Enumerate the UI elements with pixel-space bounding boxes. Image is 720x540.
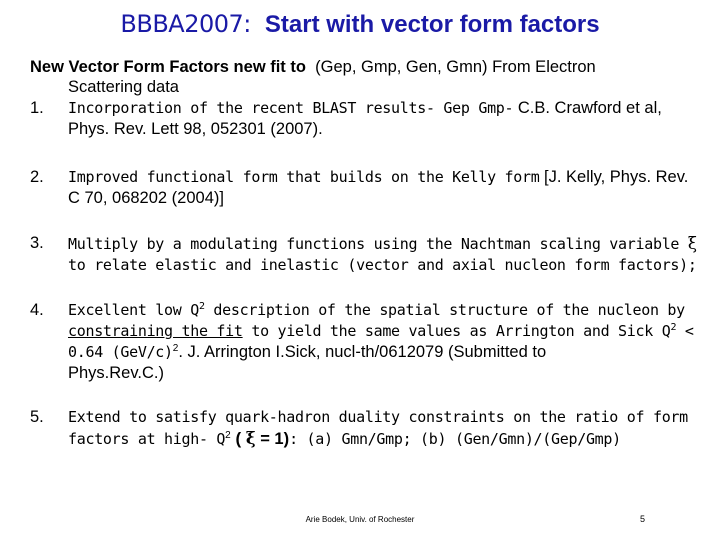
superscript: 2 <box>670 322 677 333</box>
title-text: Start with vector form factors <box>264 11 600 38</box>
list-item <box>30 167 710 209</box>
item-text: < <box>676 322 694 340</box>
slide-title <box>0 10 720 39</box>
list-item <box>30 300 710 384</box>
item-text: [J. Kelly, Phys. Rev. <box>539 168 689 186</box>
item-body <box>68 300 710 384</box>
superscript: 2 <box>225 430 231 441</box>
intro-text <box>30 57 710 97</box>
item-text: description of the spatial structure of the nucleon by <box>204 301 685 319</box>
footer-author: Arie Bodek, Univ. of Rochester <box>305 515 415 524</box>
item-text: 0.64 (GeV/c) <box>68 343 173 361</box>
item-text: ( <box>230 429 246 448</box>
item-body <box>68 167 710 209</box>
item-line-2: C 70, 068202 (2004)] <box>68 189 224 207</box>
item-body <box>68 233 710 276</box>
item-body <box>68 98 710 140</box>
item-mono-text: Incorporation of the recent BLAST results- Gep Gmp- <box>68 99 514 117</box>
intro-line-1 <box>30 57 710 77</box>
item-number: 3. <box>30 234 44 252</box>
page-number: 5 <box>640 514 646 524</box>
item-text: factors at high- Q <box>68 430 226 448</box>
item-number: 1. <box>30 99 44 117</box>
item-line-2: Phys. Rev. Lett 98, 052301 (2007). <box>68 120 323 138</box>
superscript: 2 <box>172 343 179 354</box>
item-text: . J. Arrington I.Sick, nucl-th/0612079 (Submitted to <box>178 343 547 361</box>
item-text: = 1) <box>255 430 290 448</box>
intro-line-2: Scattering data <box>68 78 179 96</box>
item-body <box>68 407 710 450</box>
item-text: C.B. Crawford et al, <box>513 99 662 117</box>
underlined-text: constraining the fit <box>68 322 243 340</box>
item-line-1: Extend to satisfy quark-hadron duality constraints on the ratio of form <box>68 408 688 426</box>
title-code: BBBA2007: <box>120 10 251 38</box>
item-mono-text: Multiply by a modulating functions using the Nachtman scaling variable <box>68 235 688 253</box>
item-number: 5. <box>30 408 44 426</box>
xi-symbol: ξ <box>245 429 256 448</box>
list-item <box>30 98 710 140</box>
item-number: 4. <box>30 301 44 319</box>
item-line-4: Phys.Rev.C.) <box>68 364 164 382</box>
list-item <box>30 233 710 276</box>
intro-plain: (Gep, Gmp, Gen, Gmn) From Electron <box>315 58 596 76</box>
xi-symbol: ξ <box>687 234 697 253</box>
superscript: 2 <box>198 301 205 312</box>
item-number: 2. <box>30 168 44 186</box>
intro-bold: New Vector Form Factors new fit to <box>30 58 306 76</box>
item-text: Excellent low Q <box>68 301 199 319</box>
item-text: : (a) Gmn/Gmp; (b) (Gen/Gmn)/(Gep/Gmp) <box>289 430 621 448</box>
item-mono-text: Improved functional form that builds on the Kelly form <box>68 168 540 186</box>
item-text: to yield the same values as Arrington and Sick Q <box>242 322 671 340</box>
list-item <box>30 407 710 450</box>
item-line-2: to relate elastic and inelastic (vector and axial nucleon form factors); <box>68 256 697 274</box>
